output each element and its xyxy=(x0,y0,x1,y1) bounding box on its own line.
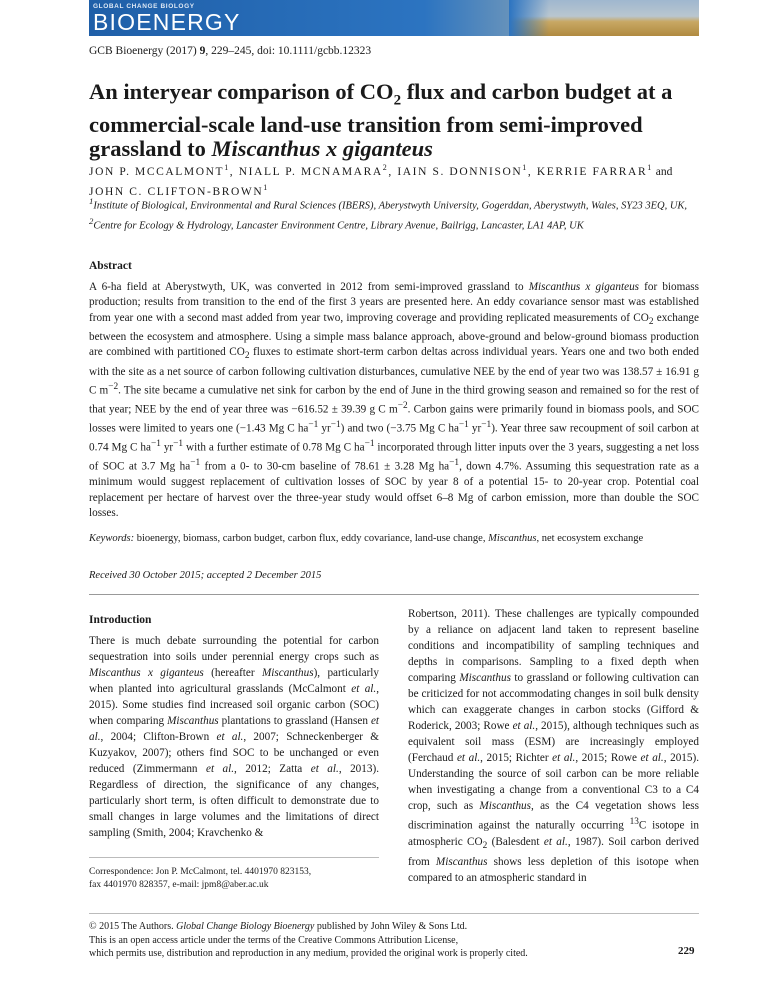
received-date: Received 30 October 2015; accepted 2 December 2015 xyxy=(89,570,322,581)
footer-divider xyxy=(89,913,699,914)
journal-banner xyxy=(89,0,699,36)
abstract-heading: Abstract xyxy=(89,260,132,272)
banner-subtitle: GLOBAL CHANGE BIOLOGY xyxy=(93,3,195,10)
introduction-column-1: There is much debate surrounding the potential for carbon sequestration into soils under perennial energy crops such as Miscanthus x giganteus (hereafter Miscanthus), particularly when planted into agricultural grasslands (McCalmont et al., 2015). Some studies find increased soil organic carbon (SOC) when comparing Miscanthus plantations to grassland (Hansen et al., 2004; Clifton-Brown et al., 2007; Schneckenberger & Kuzyakov, 2007); others find SOC to be unchanged or even reduced (Zimmermann et al., 2012; Zatta et al., 2013). Regardless of direction, the significance of any changes, particularly short term, is often difficult to demonstrate due to small changes in large volumes and the limitations of direct sampling (Smith, 2004; Kravchenko & xyxy=(89,635,380,839)
correspondence: Correspondence: Jon P. McCalmont, tel. 4401970 823153, fax 4401970 828357, e-mail: jpm8@aber.ac.uk xyxy=(89,867,312,890)
introduction-heading: Introduction xyxy=(89,614,152,626)
article-title: An interyear comparison of $CO_2$ flux and carbon budget at a commercial-scale land-use transition from semi-improved grassland to Miscanthus x giganteus xyxy=(89,79,673,161)
affiliations: $^1$Institute of Biological, Environmental and Rural Sciences (IBERS), Aberystwyth University, Gogerddan, Aberystwyth, Wales, SY23 3EQ, UK, $^2$Centre for Ecology & Hydrology, Lancaster Environment Centre, Library Avenue, Bailrigg, Lancaster, LA1 4AP, UK xyxy=(89,196,688,232)
citation: GCB Bioenergy (2017) 9, 229–245, doi: 10.1111/gcbb.12323 xyxy=(89,45,372,57)
author-list: JON P. MCCALMONT$^1$, NIALL P. MCNAMARA$^2$, IAIN S. DONNISON$^1$, KERRIE FARRAR$^1$ and JOHN C. CLIFTON-BROWN$^1$ xyxy=(89,163,673,198)
keywords: Keywords: bioenergy, biomass, carbon budget, carbon flux, eddy covariance, land-use change, Miscanthus, net ecosystem exchange xyxy=(89,533,644,544)
license-footer: © 2015 The Authors. Global Change Biology Bioenergy published by John Wiley & Sons Ltd. This is an open access article under the terms of the Creative Commons Attribution License, which permits use, distribution and reproduction in any medium, provided the original work is properly cited. xyxy=(89,921,528,959)
divider xyxy=(89,594,699,595)
page-number: 229 xyxy=(678,945,695,957)
introduction-column-2: Robertson, 2011). These challenges are typically compounded by a reliance on adjacent land taken to represent baseline conditions and incompatibility of sampling techniques and depths in comparisons. Sampling to a fixed depth when comparing Miscanthus to grassland or following cultivation can be criticized for not accommodating changes in soil bulk density which can exaggerate changes in carbon stocks (Gifford & Roderick, 2003; Rowe et al., 2015), although techniques such as equivalent soil mass (ESM) are increasingly employed (Ferchaud et al., 2015; Richter et al., 2015; Rowe et al., 2015). Understanding the source of soil carbon can be more reliable when investigating a change from a conventional C3 to a C4 crop, such as Miscanthus, as the C4 vegetation shows less discrimination against the naturally occurring $^{13}$C isotope in atmospheric $CO_2$ (Balesdent et al., 1987). Soil carbon derived from Miscanthus shows less depletion of this isotope when compared to an atmospheric standard in xyxy=(408,608,700,884)
abstract-text: A 6-ha field at Aberystwyth, UK, was converted in 2012 from semi-improved grassland to Miscanthus x giganteus for biomass production; results from transition to the end of the first 3 years are presented here. An eddy covariance sensor mast was established from year one with a second mast added from year two, improving coverage and providing replicated measurements of $CO_2$ exchange between the ecosystem and atmosphere. Using a simple mass balance approach, above-ground and below-ground biomass production are combined with partitioned $CO_2$ fluxes to estimate short-term carbon deltas across individual years. Years one and two both ended with the site as a net source of carbon following cultivation disturbances, cumulative NEE by the end of year two was 138.57 ± 16.91 g C $m^{-2}$. The site became a cumulative net sink for carbon by the end of June in the third growing season and remained so for the rest of that year; NEE by the end of year three was −616.52 ± 39.39 g C $m^{-2}$. Carbon gains were primarily found in biomass pools, and SOC losses were limited to years one (−1.43 Mg C $ha^{-1}$ $yr^{-1}$) and two (−3.75 Mg C $ha^{-1}$ $yr^{-1}$). Year three saw recoupment of soil carbon at 0.74 Mg C $ha^{-1}$ $yr^{-1}$ with a further estimate of 0.78 Mg C $ha^{-1}$ incorporated through litter inputs over the 3 years, suggesting a net loss of SOC at 3.7 Mg $ha^{-1}$ from a 0- to 30-cm baseline of 78.61 ± 3.28 Mg $ha^{-1}$, down 4.7%. Assuming this sequestration rate as a minimum would suggest replacement of cultivation losses of SOC by year 8 of a potential 15- to 20-year crop. Potential coal replacement per hectare of harvest over the three-year study would offset 6–8 Mg of carbon emission, more than double the SOC losses. xyxy=(89,281,700,519)
banner-field-image xyxy=(509,0,699,36)
correspondence-divider xyxy=(89,857,379,858)
banner-title: BIOENERGY xyxy=(93,9,241,35)
